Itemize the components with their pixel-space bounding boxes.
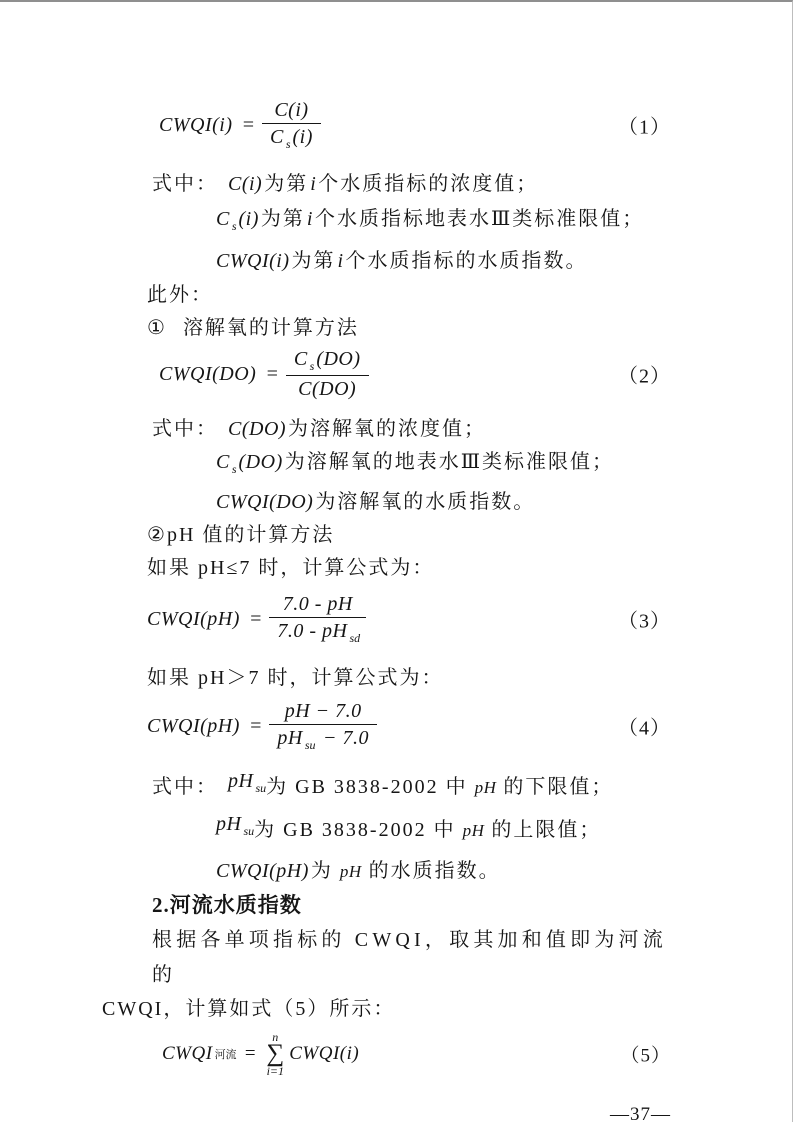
equation-5 bbox=[102, 1028, 671, 1080]
equation-2-lhs: CWQI(DO) bbox=[159, 362, 257, 385]
equation-4-number: （4） bbox=[618, 717, 671, 740]
ph-lower-limit-symbol: pH $_{su}$ bbox=[228, 770, 267, 795]
equation-5-lhs: CWQI bbox=[162, 1043, 213, 1064]
equation-2 bbox=[102, 345, 671, 403]
river-subscript: 河流 bbox=[214, 1049, 237, 1061]
where3-line2: pH $_{su}$为 GB 3838-2002 中 pH 的上限值； bbox=[102, 812, 671, 855]
fraction-denominator: C $_s$ (i) bbox=[262, 123, 321, 151]
fraction bbox=[269, 592, 366, 645]
fraction-numerator: C(i) bbox=[274, 99, 309, 122]
circled-2-marker: ② bbox=[147, 524, 167, 546]
where2-line1: 式中： C(DO) 为溶解氧的浓度值； bbox=[152, 418, 487, 440]
item-1-dissolved-oxygen: ① 溶解氧的计算方法 bbox=[147, 317, 359, 339]
fraction bbox=[286, 347, 369, 400]
equation-5-number: （5） bbox=[620, 1045, 671, 1067]
equals-sign: = bbox=[248, 607, 263, 630]
equals-sign: = bbox=[241, 113, 255, 136]
fraction-numerator: 7.0 - pH bbox=[282, 593, 353, 616]
condition-ph-le-7: 如果 pH≤7 时，计算公式为： bbox=[147, 557, 435, 579]
equals-sign: = bbox=[248, 714, 263, 737]
equals-sign: = bbox=[243, 1043, 257, 1064]
equation-4-lhs: CWQI(pH) bbox=[147, 714, 240, 737]
equals-sign: = bbox=[265, 362, 279, 385]
fraction-denominator: 7.0 - pH $_{sd}$ bbox=[269, 617, 366, 645]
equation-1 bbox=[102, 98, 671, 152]
where1-line1: 式中： C(i) 为第 i 个水质指标的浓度值； bbox=[152, 173, 539, 195]
equation-3-number: （3） bbox=[618, 610, 671, 633]
equation-1-number: （1） bbox=[618, 116, 671, 139]
equation-4 bbox=[102, 695, 671, 757]
equation-1-lhs: CWQI(i) bbox=[159, 113, 233, 136]
fraction bbox=[269, 699, 377, 752]
where2-line3: CWQI(DO) 为溶解氧的水质指数。 bbox=[216, 491, 536, 513]
equation-2-number: （2） bbox=[618, 365, 671, 388]
equation-5-rhs: CWQI(i) bbox=[289, 1043, 360, 1064]
page-number: —37— bbox=[610, 1104, 671, 1122]
condition-ph-gt-7: 如果 pH＞7 时，计算公式为： bbox=[147, 667, 444, 689]
where1-line3: CWQI(i) 为第 i 个水质指标的水质指数。 bbox=[216, 250, 588, 272]
paragraph-line1: 根据各单项指标的 CWQI，取其加和值即为河流的 bbox=[152, 929, 667, 986]
where3-line1: 式中： pH $_{su}$为 GB 3838-2002 中 pH 的下限值； bbox=[102, 769, 671, 812]
where-label: 式中： bbox=[152, 776, 218, 798]
equation-3-lhs: CWQI(pH) bbox=[147, 607, 240, 630]
where2-line2: C $_s$ (DO) 为溶解氧的地表水Ⅲ类标准限值； bbox=[216, 451, 615, 476]
ph-upper-limit-symbol: pH $_{su}$ bbox=[216, 813, 255, 838]
fraction-numerator: C $_s$ (DO) bbox=[293, 348, 361, 374]
where-label: 式中： bbox=[152, 418, 218, 440]
fraction-denominator: pH $_{su}$ − 7.0 bbox=[269, 724, 377, 752]
fraction bbox=[262, 98, 321, 151]
equation-3 bbox=[102, 588, 671, 650]
fraction-denominator: C(DO) bbox=[286, 375, 369, 401]
where-label: 式中： bbox=[152, 173, 218, 195]
summation-symbol: n ∑ i=1 bbox=[266, 1030, 285, 1078]
section-heading-river-wqi: 2.河流水质指数 bbox=[152, 893, 302, 917]
circled-1-marker: ① bbox=[147, 317, 167, 339]
fraction-numerator: pH − 7.0 bbox=[284, 700, 362, 723]
where1-line2: C $_s$ (i) 为第 i 个水质指标地表水Ⅲ类标准限值； bbox=[216, 208, 645, 233]
also-line: 此外： bbox=[147, 284, 213, 306]
item-2-ph: ②pH 值的计算方法 bbox=[147, 524, 335, 546]
paragraph-line2: CWQI，计算如式（5）所示： bbox=[102, 998, 396, 1020]
where3-line3: CWQI(pH) 为 pH 的水质指数。 bbox=[216, 860, 501, 882]
